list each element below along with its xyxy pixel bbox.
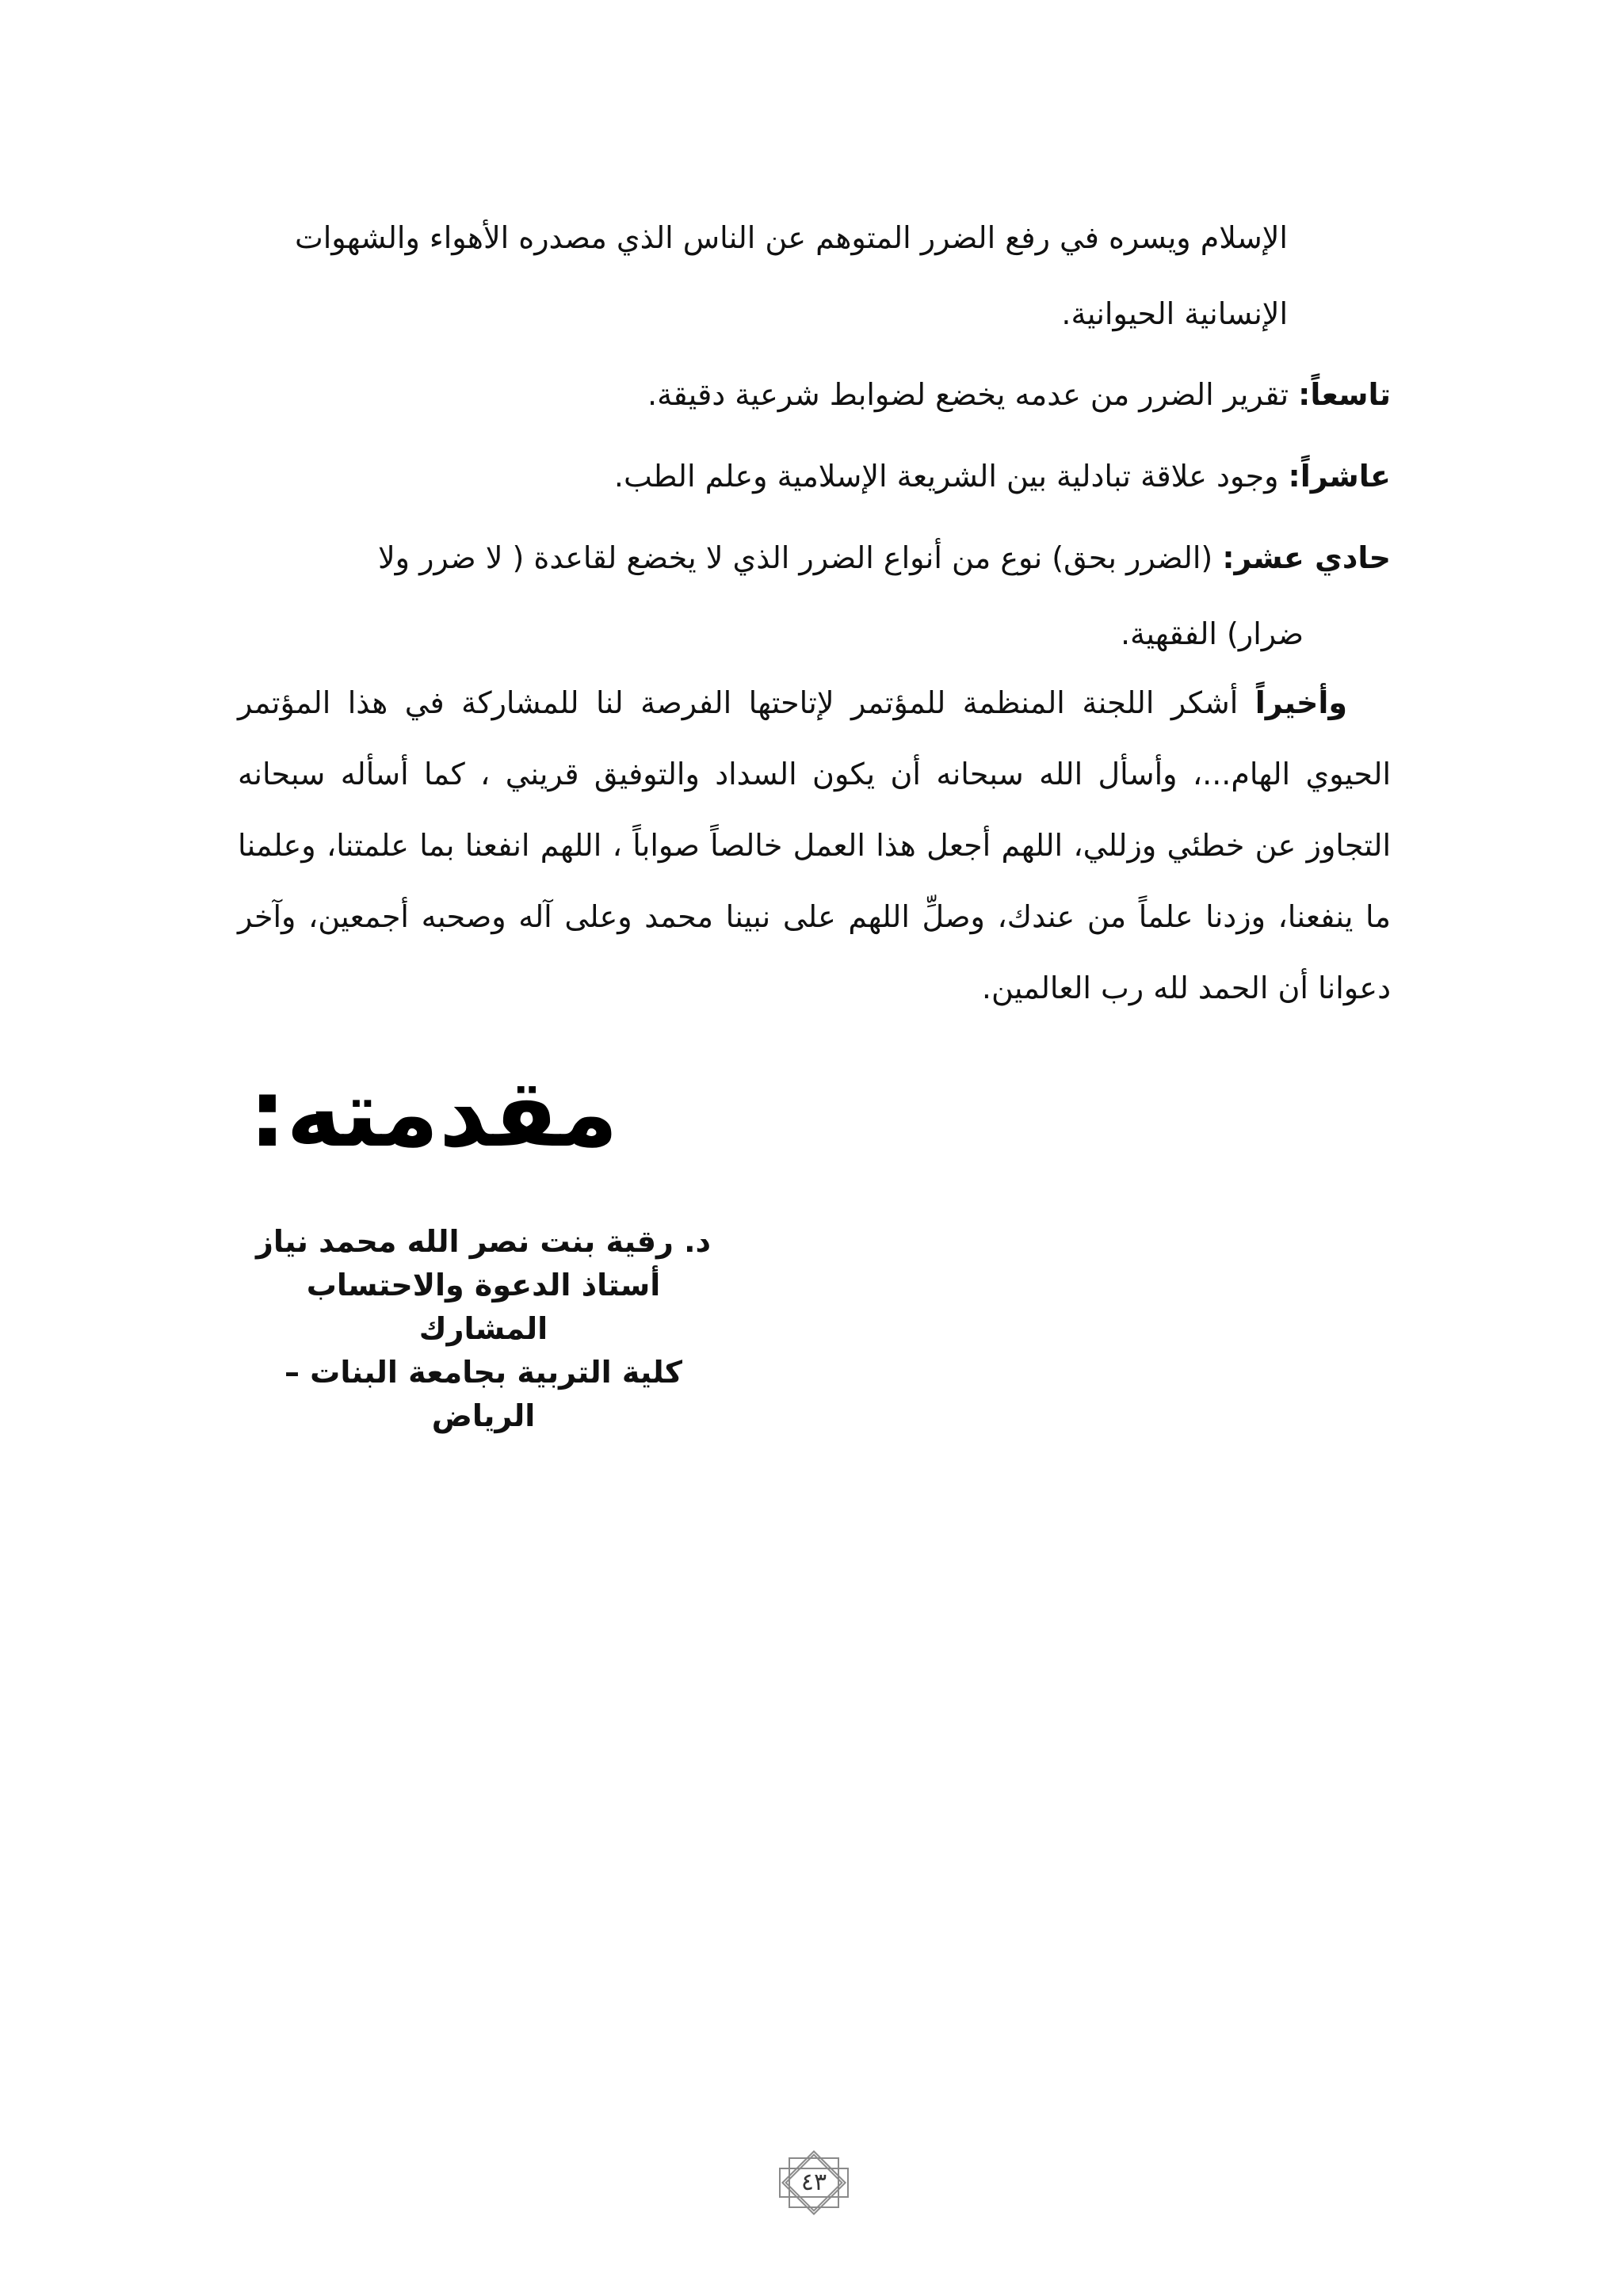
closing-label: وأخيراً [1254, 685, 1347, 720]
item-label: حادي عشر: [1222, 540, 1391, 575]
item-label: تاسعاً: [1298, 377, 1391, 412]
closing-text: أشكر اللجنة المنظمة للمؤتمر لإتاحتها الفرصة لنا للمشاركة في هذا المؤتمر الحيوي الهام...، وأسأل الله سبحانه أن يكون السداد والتوفيق قريني ، كما أسأله سبحانه التجاوز عن خطئي وزللي، اللهم أجعل هذا العمل خالصاً صواباً ، اللهم انفعنا بما علمتنا، وعلمنا ما ينفعنا، وزدنا علماً من عندك، وصلِّ اللهم على نبينا محمد وعلى آله وصحبه أجمعين، وآخر دعوانا أن الحمد لله رب العالمين. [238, 685, 1391, 1005]
author-name: د. رقية بنت نصر الله محمد نياز [255, 1224, 712, 1259]
intro-line-2: الإنسانية الحيوانية. [1061, 296, 1288, 331]
list-item-eleventh [238, 520, 1391, 672]
item-text: تقرير الضرر من عدمه يخضع لضوابط شرعية دقيقة. [647, 377, 1299, 412]
author-title: أستاذ الدعوة والاحتساب المشارك [306, 1268, 661, 1346]
page-number: ٤٣ [800, 2168, 827, 2196]
item-label: عاشراً: [1288, 459, 1391, 494]
list-item-ninth [238, 357, 1391, 433]
item-text: (الضرر بحق) نوع من أنواع الضرر الذي لا يخضع لقاعدة ( لا ضرر ولا [377, 540, 1223, 575]
author-affiliation: كلية التربية بجامعة البنات – الرياض [284, 1355, 683, 1433]
list-item-tenth [238, 438, 1391, 514]
intro-line-1: الإسلام ويسره في رفع الضرر المتوهم عن الناس الذي مصدره الأهواء والشهوات [294, 220, 1288, 255]
item-text: وجود علاقة تبادلية بين الشريعة الإسلامية وعلم الطب. [613, 459, 1289, 494]
author-block [238, 1220, 729, 1438]
section-heading: مقدمته: [248, 1058, 618, 1168]
intro-paragraph [246, 200, 1288, 352]
closing-paragraph [238, 667, 1391, 1024]
item-continuation: ضرار) الفقهية. [1120, 616, 1304, 651]
